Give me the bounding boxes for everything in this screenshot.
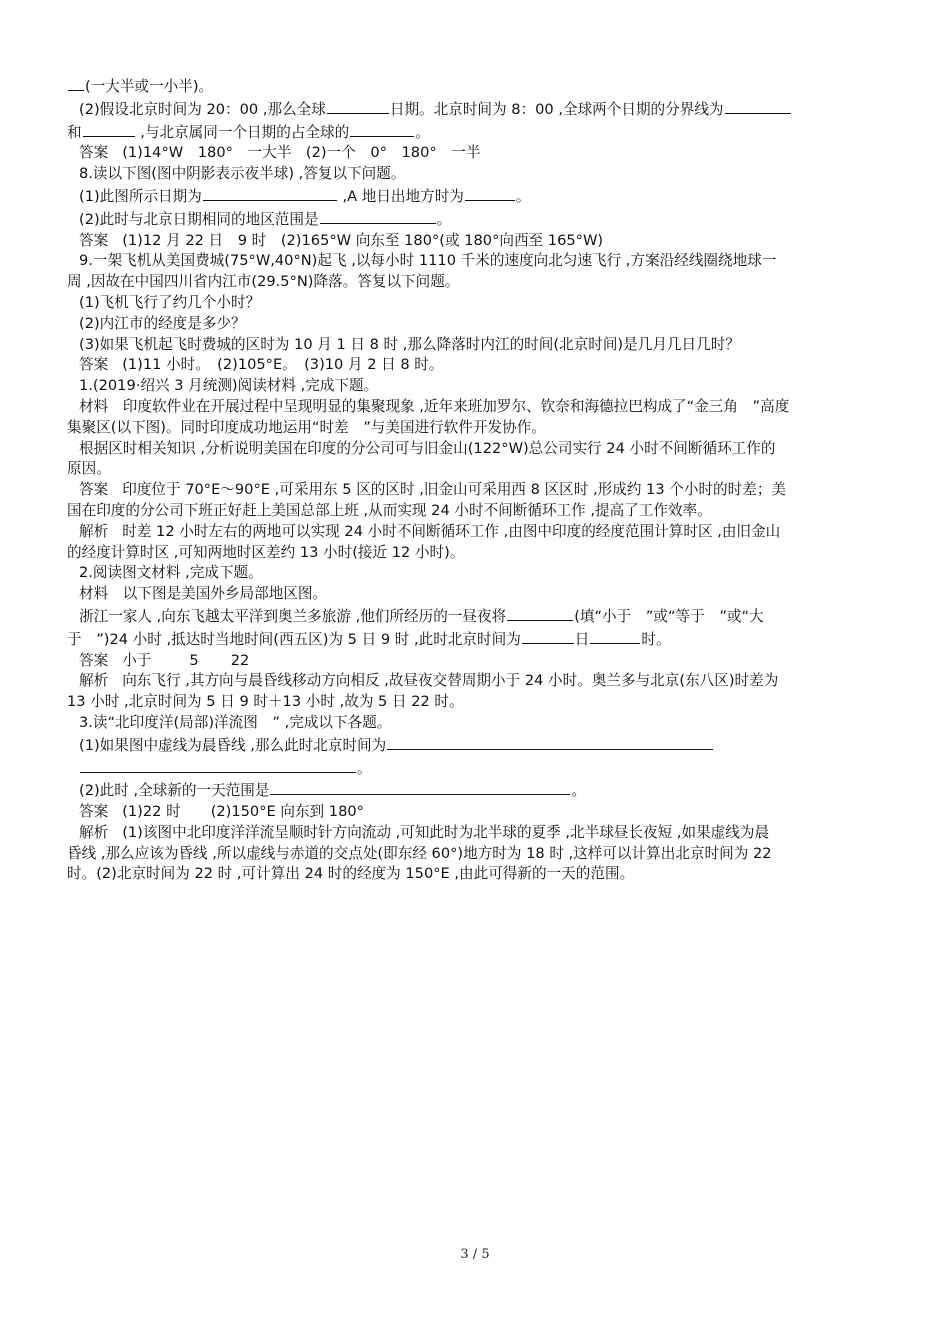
line-text: 。 bbox=[415, 123, 430, 141]
line-text: 的经度计算时区 ,可知两地时区差约 13 小时(接近 12 小时)。 bbox=[67, 543, 465, 561]
line-text: 时。 bbox=[641, 630, 671, 648]
answer-text: (1)12 月 22 日 9 时 (2)165°W 向东至 180°(或 180°向西至 165°W) bbox=[122, 231, 604, 249]
answer-line bbox=[67, 143, 885, 164]
line-text: 材料 以下图是美国外乡局部地区图。 bbox=[79, 585, 328, 603]
line-text: 时。(2)北京时间为 22 时 ,可计算出 24 时的经度为 150°E ,由此可得新的一天的范围。 bbox=[67, 865, 635, 883]
line-text: 13 小时 ,北京时间为 5 日 9 时＋13 小时 ,故为 5 日 22 时。 bbox=[67, 693, 464, 711]
line-text: (2)此时 ,全球新的一天范围是 bbox=[79, 782, 270, 800]
line-text: 原因。 bbox=[67, 460, 111, 478]
document-body bbox=[67, 75, 885, 885]
answer-label: 答案 bbox=[79, 481, 109, 499]
answer-line bbox=[67, 651, 885, 672]
text-line bbox=[67, 314, 885, 335]
line-text: 1.(2019·绍兴 3 月统测)阅读材料 ,完成下题。 bbox=[79, 377, 379, 395]
text-line bbox=[67, 543, 885, 564]
answer-blank bbox=[327, 98, 389, 114]
line-text: (2)内江市的经度是多少？ bbox=[79, 314, 246, 332]
analysis-text: (1)该图中北印度洋洋流呈顺时针方向流动 ,可知此时为北半球的夏季 ,北半球昼长夜短 ,如果虚线为晨 bbox=[122, 823, 770, 841]
text-line bbox=[67, 272, 885, 293]
answer-blank bbox=[270, 779, 570, 795]
text-line bbox=[67, 628, 885, 651]
answer-blank bbox=[80, 757, 356, 773]
answer-text: (1)11 小时。 (2)105°E。 (3)10 月 2 日 8 时。 bbox=[122, 356, 444, 374]
line-text: 根据区时相关知识 ,分析说明美国在印度的分公司可与旧金山(122°W)总公司实行 24 小时不间断循环工作的 bbox=[79, 439, 776, 457]
question-heading bbox=[67, 563, 885, 584]
line-text: 昏线 ,那么应该为昏线 ,所以虚线与赤道的交点处(即东经 60°)地方时为 18 时 ,这样可以计算出北京时间为 22 bbox=[67, 844, 772, 862]
answer-blank bbox=[522, 628, 574, 644]
line-text: ,与北京属同一个日期的占全球的 bbox=[135, 123, 350, 141]
line-text: (2)假设北京时间为 20：00 ,那么全球 bbox=[79, 100, 326, 118]
answer-text: (1)14°W 180° 一大半 (2)一个 0° 180° 一半 bbox=[122, 144, 481, 162]
text-line bbox=[67, 734, 885, 757]
line-text: 集聚区(以下图)。同时印度成功地运用“时差 ”与美国进行软件开发协作。 bbox=[67, 418, 546, 436]
line-text: 于 ”)24 小时 ,抵达时当地时间(西五区)为 5 日 9 时 ,此时北京时间为 bbox=[67, 630, 521, 648]
answer-blank bbox=[350, 121, 414, 137]
line-text: 8.读以下图(图中阴影表示夜半球) ,答复以下问题。 bbox=[79, 165, 406, 183]
question-heading bbox=[67, 713, 885, 734]
analysis-line bbox=[67, 522, 885, 543]
text-line bbox=[67, 418, 885, 439]
line-text: 周 ,因故在中国四川省内江市(29.5°N)降落。答复以下问题。 bbox=[67, 273, 460, 291]
line-text: (2)此时与北京日期相同的地区范围是 bbox=[79, 210, 319, 228]
answer-blank bbox=[465, 185, 515, 201]
line-text: 2.阅读图文材料 ,完成下题。 bbox=[79, 564, 263, 582]
line-text: 国在印度的分公司下班正好赶上美国总部上班 ,从而实现 24 小时不间断循环工作 ,提高了工作效率。 bbox=[67, 501, 712, 519]
text-line bbox=[67, 501, 885, 522]
answer-text: (2)150°E 向东到 180° bbox=[210, 803, 364, 821]
answer-text: 22 bbox=[230, 651, 250, 669]
answer-label: 答案 bbox=[79, 356, 109, 374]
line-text: (3)如果飞机起飞时费城的区时为 10 月 1 日 8 时 ,那么降落时内江的时间(北京时间)是几月几日几时？ bbox=[79, 335, 740, 353]
text-line bbox=[67, 293, 885, 314]
line-text: 材料 印度软件业在开展过程中呈现明显的集聚现象 ,近年来班加罗尔、钦奈和海德拉巴构成了“金三角 ”高度 bbox=[79, 397, 790, 415]
line-text: 。 bbox=[357, 759, 372, 777]
analysis-text: 向东飞行 ,其方向与晨昏线移动方向相反 ,故昼夜交替周期小于 24 小时。奥兰多与北京(东八区)时差为 bbox=[122, 672, 779, 690]
line-text: 。 bbox=[571, 782, 587, 800]
line-text: 。 bbox=[436, 210, 452, 228]
question-heading bbox=[67, 376, 885, 397]
text-line bbox=[67, 208, 885, 231]
line-text: 日 bbox=[574, 630, 590, 648]
answer-blank bbox=[320, 208, 436, 224]
question-heading bbox=[67, 164, 885, 185]
answer-blank bbox=[83, 121, 135, 137]
line-text: 日期。北京时间为 8：00 ,全球两个日期的分界线为 bbox=[389, 100, 724, 118]
line-text: 9.一架飞机从美国费城(75°W,40°N)起飞 ,以每小时 1110 千米的速度向北匀速飞行 ,方案沿经线圈绕地球一 bbox=[79, 252, 777, 270]
answer-blank bbox=[203, 185, 337, 201]
line-text: (一大半或一小半)。 bbox=[85, 78, 214, 95]
line-text: 浙江一家人 ,向东飞越太平洋到奥兰多旅游 ,他们所经历的一昼夜将 bbox=[79, 607, 507, 625]
analysis-line bbox=[67, 823, 885, 844]
text-line bbox=[67, 757, 885, 780]
text-line bbox=[67, 185, 885, 208]
answer-line bbox=[67, 355, 885, 376]
text-line bbox=[67, 98, 885, 121]
analysis-text: 时差 12 小时左右的两地可以实现 24 小时不间断循环工作 ,由图中印度的经度范围计算时区 ,由旧金山 bbox=[122, 522, 781, 540]
text-line bbox=[67, 75, 885, 98]
text-line bbox=[67, 335, 885, 356]
text-line bbox=[67, 439, 885, 460]
page-number: 3 / 5 bbox=[460, 1247, 490, 1262]
text-line bbox=[67, 459, 885, 480]
answer-text: (1)22 时 bbox=[122, 803, 181, 821]
text-line bbox=[67, 605, 885, 628]
analysis-label: 解析 bbox=[79, 823, 109, 841]
answer-blank bbox=[725, 98, 791, 114]
text-line bbox=[67, 779, 885, 802]
line-text: 。 bbox=[515, 187, 531, 205]
line-text: (1)如果图中虚线为晨昏线 ,那么此时北京时间为 bbox=[79, 736, 387, 754]
answer-label: 答案 bbox=[79, 803, 109, 821]
answer-label: 答案 bbox=[79, 231, 109, 249]
answer-blank bbox=[507, 605, 573, 621]
answer-text: 5 bbox=[189, 651, 199, 669]
line-text: ,A 地日出地方时为 bbox=[337, 187, 464, 205]
text-line bbox=[67, 864, 885, 885]
line-text: (1)此图所示日期为 bbox=[79, 187, 202, 205]
answer-label: 答案 bbox=[79, 144, 109, 162]
line-text: (1)飞机飞行了约几个小时？ bbox=[79, 293, 261, 311]
answer-line bbox=[67, 802, 885, 823]
line-text: 3.读“北印度洋(局部)洋流图 ” ,完成以下各题。 bbox=[79, 713, 392, 731]
text-line bbox=[67, 584, 885, 605]
answer-blank bbox=[68, 75, 84, 91]
question-heading bbox=[67, 251, 885, 272]
text-line bbox=[67, 121, 885, 144]
line-text: 和 bbox=[67, 123, 82, 141]
analysis-line bbox=[67, 671, 885, 692]
answer-line bbox=[67, 480, 885, 501]
line-text: (填“小于 ”或“等于 ”或“大 bbox=[574, 607, 764, 625]
text-line bbox=[67, 397, 885, 418]
text-line bbox=[67, 844, 885, 865]
answer-blank bbox=[590, 628, 640, 644]
analysis-label: 解析 bbox=[79, 522, 109, 540]
answer-label: 答案 bbox=[79, 651, 109, 669]
answer-text: 印度位于 70°E～90°E ,可采用东 5 区的区时 ,旧金山可采用西 8 区区时 ,形成约 13 个小时的时差；美 bbox=[122, 481, 787, 499]
text-line bbox=[67, 692, 885, 713]
analysis-label: 解析 bbox=[79, 672, 109, 690]
answer-blank bbox=[387, 734, 713, 750]
answer-text: 小于 bbox=[122, 651, 152, 669]
answer-line bbox=[67, 231, 885, 252]
